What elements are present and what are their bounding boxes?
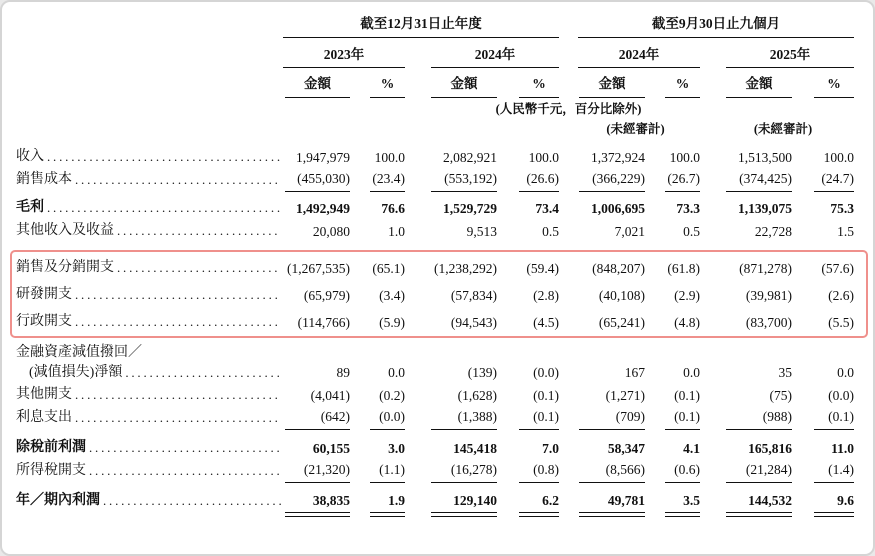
- dot-leader: [47, 197, 281, 220]
- amount-cell: 20,080: [312, 224, 350, 239]
- amount-cell: 35: [778, 365, 792, 380]
- amount-cell: (374,425): [700, 169, 792, 192]
- empty-header-cell: [16, 38, 283, 68]
- amount-cell: (65,241): [598, 315, 645, 330]
- dot-leader: [75, 384, 281, 407]
- amount-cell: 1,513,500: [738, 150, 792, 165]
- dot-leader: [75, 407, 281, 430]
- amount-cell: (114,766): [297, 315, 350, 330]
- amount-cell: (94,543): [450, 315, 497, 330]
- percent-header-cell: [497, 68, 559, 98]
- percent-cell: 100.0: [374, 150, 405, 165]
- amount-cell: 49,781: [559, 483, 645, 513]
- amount-header-cell: [700, 68, 792, 98]
- row-label-text: 研發開支: [16, 287, 72, 302]
- row-label: [16, 243, 283, 280]
- percent-cell: 100.0: [823, 150, 854, 165]
- row-label: [16, 483, 283, 513]
- percent-cell: 1.0: [388, 224, 405, 239]
- amount-cell: 145,418: [453, 441, 497, 456]
- table-row: [16, 407, 854, 430]
- row-label: [16, 169, 283, 192]
- percent-cell: (1.1): [350, 460, 405, 483]
- year-header-cell: [700, 38, 854, 68]
- table-row: [16, 169, 854, 192]
- amount-cell: (455,030): [283, 169, 350, 192]
- table-row: [16, 307, 854, 334]
- table-row: [16, 192, 854, 220]
- percent-cell: (65.1): [372, 261, 405, 276]
- amount-cell: 1,947,979: [296, 150, 350, 165]
- percent-cell: (2.6): [828, 288, 854, 303]
- row-label: [16, 460, 283, 483]
- amount-cell: (65,979): [303, 288, 350, 303]
- amount-cell: 1,529,729: [443, 201, 497, 216]
- percent-cell: 6.2: [497, 483, 559, 513]
- amount-cell: (871,278): [739, 261, 792, 276]
- table-row: [16, 460, 854, 483]
- dot-leader: [117, 257, 281, 280]
- row-label-text: 利息支出: [16, 410, 72, 425]
- percent-cell: 73.4: [535, 201, 559, 216]
- dot-leader: [75, 284, 281, 307]
- percent-cell: (0.1): [533, 388, 559, 403]
- percent-cell: 100.0: [669, 150, 700, 165]
- amount-cell: 1,139,075: [738, 201, 792, 216]
- amount-cell: (988): [700, 407, 792, 430]
- percent-cell: 75.3: [830, 201, 854, 216]
- amount-cell: (39,981): [745, 288, 792, 303]
- percent-cell: (61.8): [667, 261, 700, 276]
- income-statement-table: [16, 14, 854, 513]
- percent-cell: (4.8): [674, 315, 700, 330]
- table-row: [16, 384, 854, 407]
- percent-cell: 3.5: [645, 483, 700, 513]
- percent-cell: (5.5): [828, 315, 854, 330]
- table-row: [16, 280, 854, 307]
- percent-cell: (0.0): [533, 365, 559, 380]
- table-row: [16, 220, 854, 243]
- percent-cell: (0.2): [379, 388, 405, 403]
- amount-cell: (75): [769, 388, 792, 403]
- amount-cell: 165,816: [748, 441, 792, 456]
- amount-header: 金額: [579, 75, 645, 98]
- row-label: [16, 407, 283, 430]
- amount-cell: 1,006,695: [591, 201, 645, 216]
- percent-cell: 1.5: [837, 224, 854, 239]
- percent-cell: (3.4): [379, 288, 405, 303]
- amount-cell: 89: [336, 365, 350, 380]
- percent-cell: 0.0: [683, 365, 700, 380]
- unaudited-note: (未經審計): [753, 122, 813, 136]
- percent-cell: (0.6): [645, 460, 700, 483]
- dot-leader: [75, 169, 281, 192]
- dot-leader: [117, 220, 281, 243]
- period-group-row: [16, 14, 854, 38]
- year-header-cell: [405, 38, 559, 68]
- row-label-text: 銷售及分銷開支: [16, 260, 114, 275]
- amount-cell: (40,108): [598, 288, 645, 303]
- row-label: [16, 430, 283, 460]
- percent-cell: (23.4): [350, 169, 405, 192]
- percent-cell: 0.5: [542, 224, 559, 239]
- amount-header: 金額: [431, 75, 497, 98]
- percent-cell: (5.9): [379, 315, 405, 330]
- period-group-title: 截至12月31日止年度: [283, 14, 559, 38]
- amount-header-cell: [405, 68, 497, 98]
- row-label-line1: 金融資產減值撥回／: [16, 345, 142, 360]
- percent-cell: (2.8): [533, 288, 559, 303]
- year-header: 2024年: [578, 46, 700, 68]
- percent-cell: (26.7): [645, 169, 700, 192]
- empty-header-cell: [16, 14, 283, 38]
- percent-cell: (0.1): [792, 407, 854, 430]
- percent-header-cell: [350, 68, 405, 98]
- amount-cell: (1,388): [405, 407, 497, 430]
- amount-cell: 60,155: [312, 441, 350, 456]
- amount-cell: (83,700): [745, 315, 792, 330]
- dot-leader: [47, 146, 281, 169]
- amount-cell: (4,041): [310, 388, 350, 403]
- amount-cell: (366,229): [559, 169, 645, 192]
- unit-note-row: [16, 98, 854, 117]
- amount-cell: (1,238,292): [434, 261, 497, 276]
- percent-header: %: [665, 75, 700, 98]
- percent-cell: (2.9): [674, 288, 700, 303]
- amount-header-cell: [559, 68, 645, 98]
- row-label-text: 其他開支: [16, 387, 72, 402]
- table-row: [16, 334, 854, 384]
- table-row: [16, 137, 854, 169]
- amount-cell: 144,532: [700, 483, 792, 513]
- amount-cell: (553,192): [405, 169, 497, 192]
- percent-header: %: [519, 75, 559, 98]
- percent-cell: (0.8): [497, 460, 559, 483]
- percent-cell: 76.6: [381, 201, 405, 216]
- amount-cell: (8,566): [559, 460, 645, 483]
- amount-header: 金額: [285, 75, 350, 98]
- unaudited-note-row: [16, 117, 854, 137]
- amount-cell: 58,347: [607, 441, 645, 456]
- row-label-text: 除稅前利潤: [16, 440, 86, 455]
- percent-cell: 3.0: [388, 441, 405, 456]
- amount-cell: (848,207): [592, 261, 645, 276]
- percent-cell: 7.0: [542, 441, 559, 456]
- year-header: 2024年: [431, 46, 559, 68]
- row-label-text: 銷售成本: [16, 172, 72, 187]
- row-label: [16, 280, 283, 307]
- percent-header: %: [370, 75, 405, 98]
- period-group-title: 截至9月30日止九個月: [578, 14, 854, 38]
- percent-cell: 73.3: [676, 201, 700, 216]
- row-label-text: 收入: [16, 149, 44, 164]
- percent-cell: (0.1): [497, 407, 559, 430]
- dot-leader: [75, 311, 281, 334]
- row-label: [16, 220, 283, 243]
- amount-cell: (1,267,535): [287, 261, 350, 276]
- year-header: 2025年: [726, 46, 854, 68]
- dot-leader: [103, 490, 281, 513]
- percent-cell: (0.0): [350, 407, 405, 430]
- percent-cell: 1.9: [350, 483, 405, 513]
- row-label-text: 行政開支: [16, 314, 72, 329]
- empty-header-cell: [16, 68, 283, 98]
- percent-header-cell: [645, 68, 700, 98]
- row-label-text: 毛利: [16, 200, 44, 215]
- amount-percent-header-row: [16, 68, 854, 98]
- amount-cell: (642): [283, 407, 350, 430]
- table-body: [16, 137, 854, 513]
- unaudited-note: (未經審計): [606, 122, 665, 136]
- percent-cell: (57.6): [821, 261, 854, 276]
- row-label: [16, 307, 283, 334]
- percent-cell: 4.1: [683, 441, 700, 456]
- row-label: [16, 137, 283, 169]
- percent-cell: (24.7): [792, 169, 854, 192]
- year-header-cell: [559, 38, 700, 68]
- period-group-cell: [283, 14, 559, 38]
- percent-cell: 0.0: [837, 365, 854, 380]
- amount-cell: 38,835: [283, 483, 350, 513]
- row-label: [16, 384, 283, 407]
- percent-cell: 0.0: [388, 365, 405, 380]
- amount-cell: 7,021: [614, 224, 645, 239]
- amount-cell: (709): [559, 407, 645, 430]
- percent-cell: (26.6): [497, 169, 559, 192]
- amount-cell: 129,140: [405, 483, 497, 513]
- percent-header-cell: [792, 68, 854, 98]
- percent-cell: (0.1): [645, 407, 700, 430]
- row-label-text: 其他收入及收益: [16, 223, 114, 238]
- empty-header-cell: [16, 98, 283, 117]
- amount-cell: (1,271): [605, 388, 645, 403]
- percent-cell: (4.5): [533, 315, 559, 330]
- percent-cell: (59.4): [526, 261, 559, 276]
- row-label: [16, 192, 283, 220]
- amount-cell: 1,372,924: [591, 150, 645, 165]
- percent-cell: (0.0): [828, 388, 854, 403]
- percent-cell: 9.6: [792, 483, 854, 513]
- row-label-text: 年／期內利潤: [16, 493, 100, 508]
- amount-cell: (16,278): [405, 460, 497, 483]
- table-row: [16, 243, 854, 280]
- dot-leader: [125, 363, 281, 384]
- amount-cell: 9,513: [466, 224, 497, 239]
- percent-cell: (1.4): [792, 460, 854, 483]
- table-row: [16, 430, 854, 460]
- year-header-row: [16, 38, 854, 68]
- percent-cell: (0.1): [674, 388, 700, 403]
- amount-cell: 2,082,921: [443, 150, 497, 165]
- amount-cell: (21,284): [700, 460, 792, 483]
- row-label: [16, 334, 283, 384]
- year-header: 2023年: [283, 46, 405, 68]
- dot-leader: [89, 437, 281, 460]
- percent-cell: 100.0: [528, 150, 559, 165]
- empty-header-cell: [16, 117, 559, 137]
- amount-header-cell: [283, 68, 350, 98]
- period-group-cell: [559, 14, 854, 38]
- amount-cell: (139): [467, 365, 497, 380]
- percent-header: %: [814, 75, 854, 98]
- unit-note: (人民幣千元，百分比除外): [495, 102, 642, 116]
- amount-cell: (21,320): [283, 460, 350, 483]
- table-row: [16, 483, 854, 513]
- row-label-text: 所得稅開支: [16, 463, 86, 478]
- table-header: [16, 14, 854, 137]
- amount-header: 金額: [726, 75, 792, 98]
- row-label-line2: (減值損失)淨額: [29, 365, 123, 380]
- amount-cell: 1,492,949: [296, 201, 350, 216]
- percent-cell: 11.0: [831, 441, 854, 456]
- dot-leader: [89, 460, 281, 483]
- amount-cell: 167: [624, 365, 645, 380]
- year-header-cell: [283, 38, 405, 68]
- percent-cell: 0.5: [683, 224, 700, 239]
- amount-cell: (1,628): [457, 388, 497, 403]
- amount-cell: (57,834): [450, 288, 497, 303]
- amount-cell: 22,728: [754, 224, 792, 239]
